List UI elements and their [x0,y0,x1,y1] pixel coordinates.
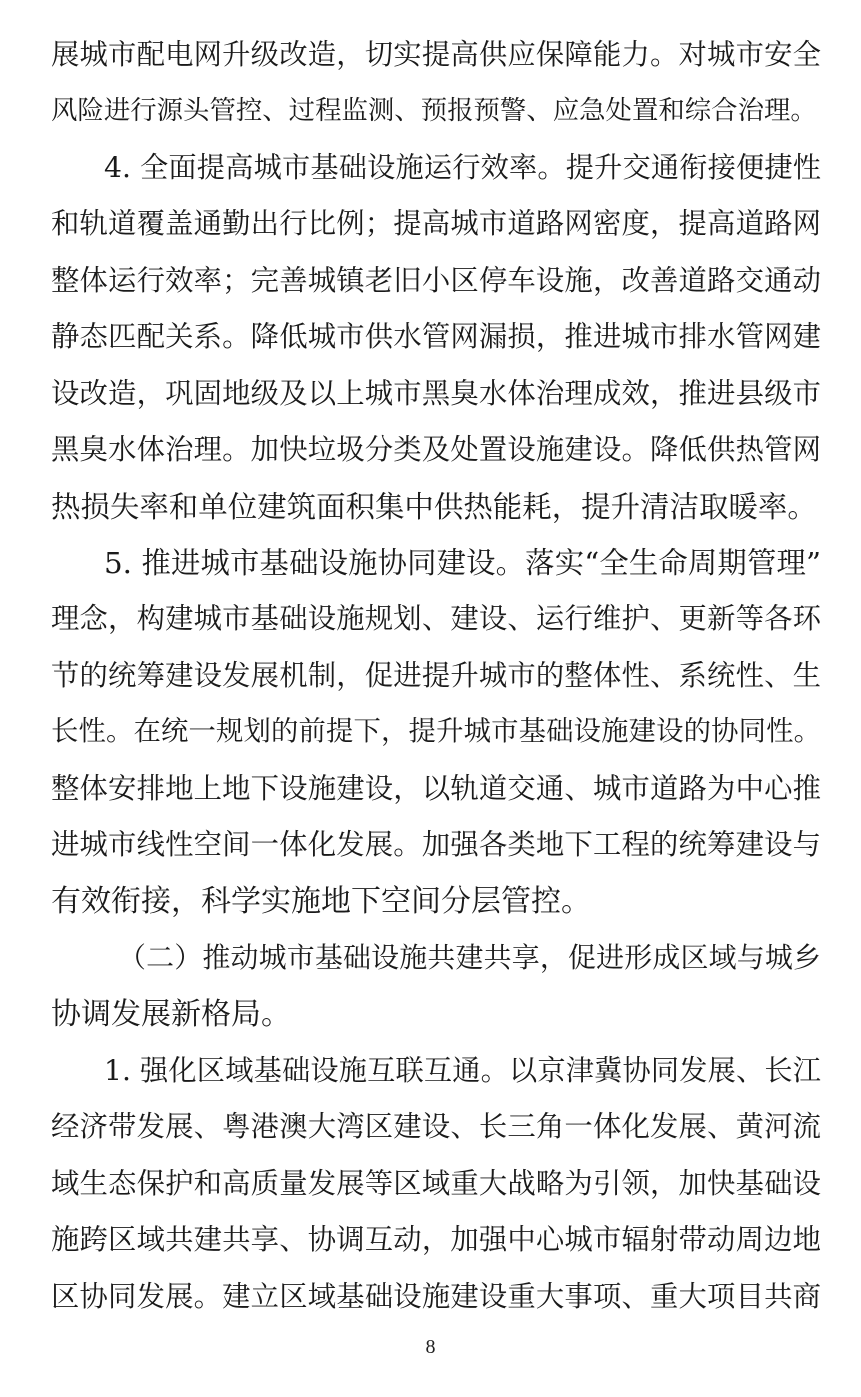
text-line: 有效衔接，科学实施地下空间分层管控。 [51,884,591,919]
text-line: 热损失率和单位建筑面积集中供热能耗，提升清洁取暖率。 [51,490,817,524]
text-line: 静态匹配关系。降低城市供水管网漏损，推进城市排水管网建 [51,320,821,353]
text-line: 整体安排地上地下设施建设，以轨道交通、城市道路为中心推 [51,772,821,805]
text-line: 经济带发展、粤港澳大湾区建设、长三角一体化发展、黄河流 [51,1110,821,1143]
text-line: 整体运行效率；完善城镇老旧小区停车设施，改善道路交通动 [51,264,821,297]
text-line: 节的统筹建设发展机制，促进提升城市的整体性、系统性、生 [51,659,821,692]
section-heading-line: 4. 全面提高城市基础设施运行效率。提升交通衔接便捷性 [104,151,821,184]
text-line: 风险进行源头管控、过程监测、预报预警、应急处置和综合治理。 [51,95,817,126]
text-line: 进城市线性空间一体化发展。加强各类地下工程的统筹建设与 [51,828,821,861]
text-line: 域生态保护和高质量发展等区域重大战略为引领，加快基础设 [51,1167,821,1200]
text-line: 区协同发展。建立区域基础设施建设重大事项、重大项目共商 [51,1280,821,1313]
section-heading-line: 1. 强化区域基础设施互联互通。以京津冀协同发展、长江 [104,1054,821,1087]
text-line: 长性。在统一规划的前提下，提升城市基础设施建设的协同性。 [51,716,821,747]
text-line: 施跨区域共建共享、协调互动，加强中心城市辐射带动周边地 [51,1223,821,1256]
subsection-heading-line: （二）推动城市基础设施共建共享，促进形成区域与城乡 [118,941,821,974]
page-number: 8 [425,1336,436,1358]
text-line: 理念，构建城市基础设施规划、建设、运行维护、更新等各环 [51,602,821,635]
text-line: 黑臭水体治理。加快垃圾分类及处置设施建设。降低供热管网 [51,433,821,466]
text-line: 设改造，巩固地级及以上城市黑臭水体治理成效，推进县级市 [51,377,821,410]
text-line: 展城市配电网升级改造，切实提高供应保障能力。对城市安全 [51,38,821,71]
section-heading-line: 5. 推进城市基础设施协同建设。落实“全生命周期管理” [104,546,821,580]
text-line: 和轨道覆盖通勤出行比例；提高城市道路网密度，提高道路网 [51,207,821,240]
subsection-heading-line: 协调发展新格局。 [51,997,291,1032]
